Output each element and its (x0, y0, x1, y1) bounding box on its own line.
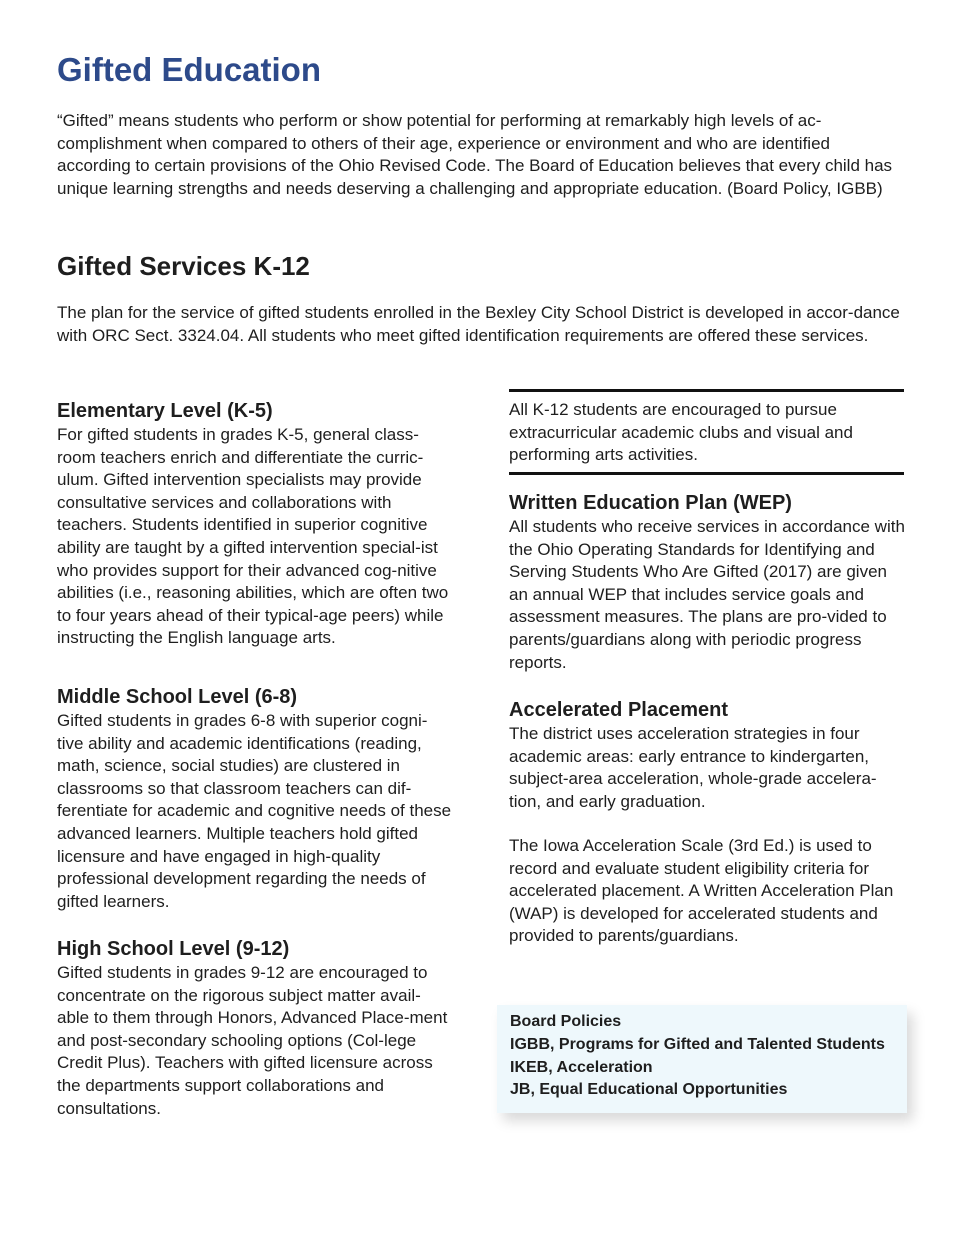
callout-top-rule (509, 389, 904, 392)
elementary-heading: Elementary Level (K-5) (57, 400, 273, 422)
services-heading: Gifted Services K-12 (57, 251, 310, 281)
high-school-text: Gifted students in grades 9-12 are encouraged to concentrate on the rigorous subject matter avail-able to them through Honors, Advanced Place-ment and post-secondary schooling options (Col-lege Credit Plus). Teachers with gifted licensure across the departments support collaborations and consultations. (57, 963, 448, 1118)
policy-item-igbb: IGBB, Programs for Gifted and Talented Students (510, 1035, 885, 1053)
policy-item-jb: JB, Equal Educational Opportunities (510, 1081, 788, 1099)
middle-school-heading: Middle School Level (6-8) (57, 686, 298, 708)
accelerated-heading: Accelerated Placement (509, 699, 729, 721)
wep-section (509, 491, 905, 674)
elementary-text: For gifted students in grades K-5, general class-room teachers enrich and differentiate the curric-ulum. Gifted intervention specialists may provide consultative services and collaborations with teachers. Students identified in superior cognitive ability are taught by a gifted intervention special-ist who provides support for their advanced cog-nitive abilities (i.e., reasoning abilities, which are often two to four years ahead of their typical-age peers) while instructing the English language arts. (57, 425, 449, 648)
page-title: Gifted Education (57, 51, 321, 88)
elementary-section (57, 399, 452, 650)
middle-school-text: Gifted students in grades 6-8 with superior cogni-tive ability and academic identifications (reading, math, science, social studies) are clustered in classrooms so that classroom teachers can dif-ferentiate for academic and cognitive needs of these advanced learners. Multiple teachers hold gifted licensure and have engaged in high-quality professional development regarding the needs of gifted learners. (57, 711, 452, 911)
wep-heading: Written Education Plan (WEP) (509, 492, 792, 514)
board-policies-heading: Board Policies (510, 1013, 622, 1030)
high-school-heading: High School Level (9-12) (57, 938, 290, 960)
accelerated-text-2: The Iowa Acceleration Scale (3rd Ed.) is used to record and evaluate student eligibility criteria for accelerated placement. A Written Acceleration Plan (WAP) is developed for accelerated students and provided to parents/guardians. (509, 836, 894, 946)
callout-bottom-rule (509, 472, 904, 475)
accelerated-text-1: The district uses acceleration strategies in four academic areas: early entrance to kindergarten, subject-area acceleration, whole-grade accelera-tion, and early graduation. (509, 724, 877, 811)
policy-item-ikeb: IKEB, Acceleration (510, 1058, 653, 1076)
wep-text: All students who receive services in accordance with the Ohio Operating Standards for Identifying and Serving Students Who Are Gifted (2017) are given an annual WEP that includes service goals and assessment measures. The plans are pro-vided to parents/guardians along with periodic progress reports. (509, 517, 905, 672)
callout-text: All K-12 students are encouraged to pursue extracurricular academic clubs and visual and performing arts activities. (509, 400, 853, 465)
intro-paragraph: “Gifted” means students who perform or show potential for performing at remarkably high levels of ac-complishment when compared to others of their age, experience or environment and who are identified according to certain provisions of the Ohio Revised Code. The Board of Education believes that every child has unique learning strengths and needs deserving a challenging and appropriate education. (Board Policy, IGBB) (57, 111, 893, 198)
services-paragraph: The plan for the service of gifted students enrolled in the Bexley City School District is developed in accor-dance with ORC Sect. 3324.04. All students who meet gifted identification requirements are offered these services. (57, 303, 900, 345)
middle-school-section (57, 685, 452, 913)
accelerated-section (509, 698, 905, 813)
board-policies-box (497, 1005, 907, 1113)
high-school-section (57, 937, 452, 1120)
